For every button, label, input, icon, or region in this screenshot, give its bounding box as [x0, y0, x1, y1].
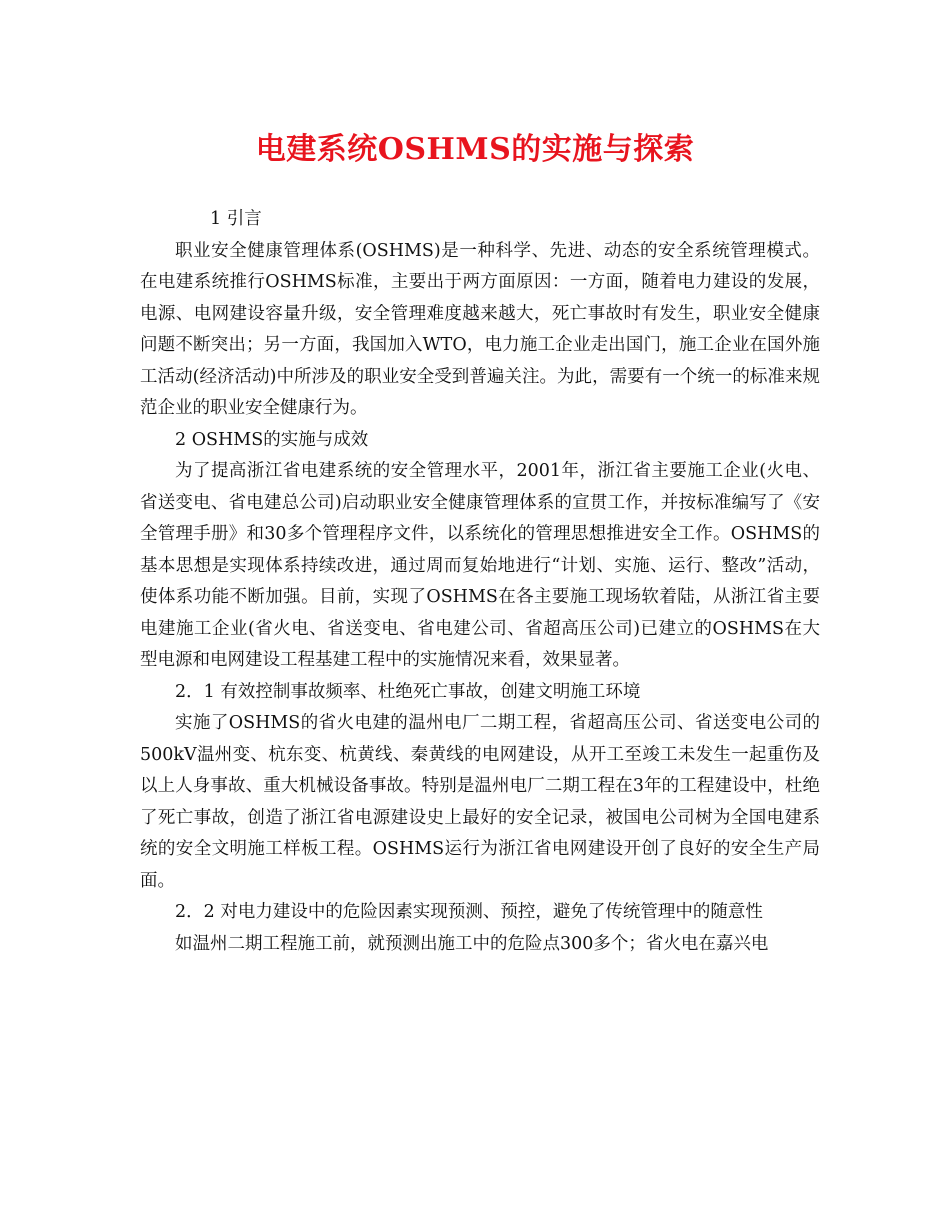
paragraph-implementation: 为了提高浙江省电建系统的安全管理水平，2001年，浙江省主要施工企业(火电、省送变电、省电建总公司)启动职业安全健康管理体系的宣贯工作，并按标准编写了《安全管理手册》和30多个管理程序文件，以系统化的管理思想推进安全工作。OSHMS的基本思想是实现体系持续改进，通过周而复始地进行“计划、实施、运行、整改”活动，使体系功能不断加强。目前，实现了OSHMS在各主要施工现场软着陆，从浙江省主要电建施工企业(省火电、省送变电、省电建公司、省超高压公司)已建立的OSHMS在大型电源和电网建设工程基建工程中的实施情况来看，效果显著。	[140, 461, 820, 670]
paragraph-2-2: 如温州二期工程施工前，就预测出施工中的危险点300多个；省火电在嘉兴电	[175, 933, 769, 954]
document-title: 电建系统OSHMS的实施与探索	[255, 132, 695, 167]
document-body	[140, 204, 820, 960]
subsection-heading-2-2: 2．2 对电力建设中的危险因素实现预测、预控，避免了传统管理中的随意性	[175, 902, 763, 922]
subsection-heading-2-1: 2．1 有效控制事故频率、杜绝死亡事故，创建文明施工环境	[175, 681, 641, 702]
section-heading-introduction: 1 引言	[210, 209, 262, 229]
section-heading-implementation: 2 OSHMS的实施与成效	[175, 429, 369, 450]
paragraph-introduction: 职业安全健康管理体系(OSHMS)是一种科学、先进、动态的安全系统管理模式。在电建系统推行OSHMS标准，主要出于两方面原因：一方面，随着电力建设的发展，电源、电网建设容量升级，安全管理难度越来越大，死亡事故时有发生，职业安全健康问题不断突出；另一方面，我国加入WTO，电力施工企业走出国门，施工企业在国外施工活动(经济活动)中所涉及的职业安全受到普遍关注。为此，需要有一个统一的标准来规范企业的职业安全健康行为。	[140, 240, 820, 418]
paragraph-2-1: 实施了OSHMS的省火电建的温州电厂二期工程，省超高压公司、省送变电公司的500kV温州变、杭东变、杭黄线、秦黄线的电网建设，从开工至竣工未发生一起重伤及以上人身事故、重大机械设备事故。特别是温州电厂二期工程在3年的工程建设中，杜绝了死亡事故，创造了浙江省电源建设史上最好的安全记录，被国电公司树为全国电建系统的安全文明施工样板工程。OSHMS运行为浙江省电网建设开创了良好的安全生产局面。	[140, 713, 820, 891]
